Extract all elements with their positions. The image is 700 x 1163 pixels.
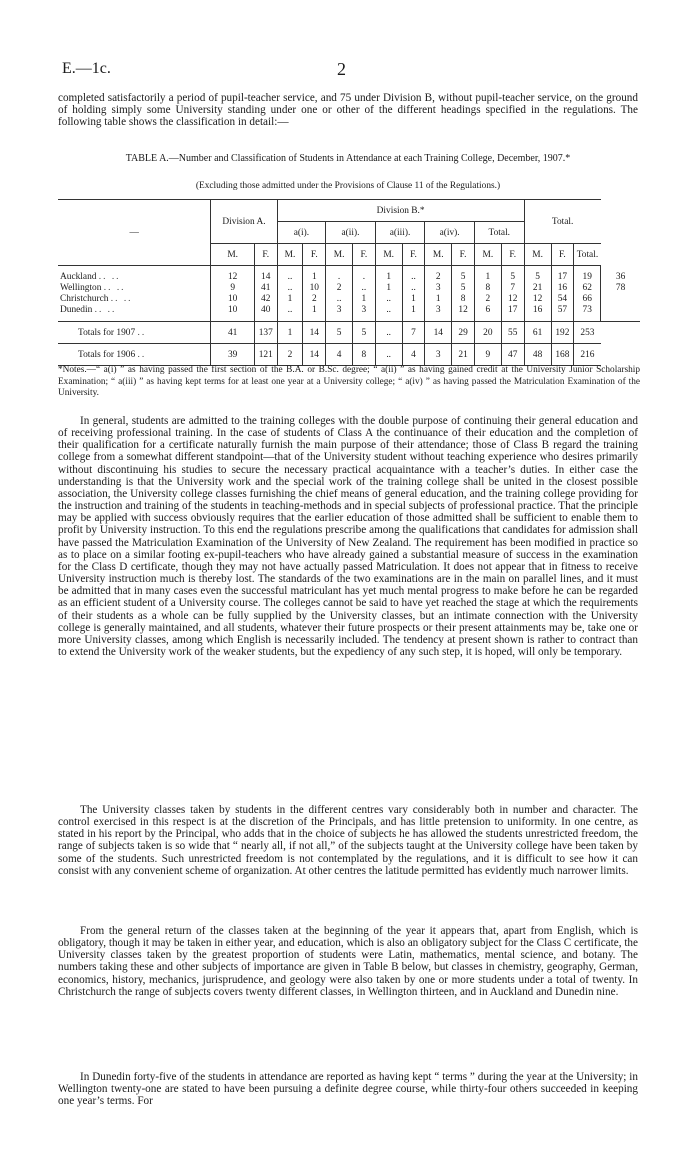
body-paragraph: The University classes taken by students in the different centres vary considerably both in number and character. The control exercised in this respect is at the discretion of the Principals, and has little pretension to uniformity. In one centre, as stated in his report by the Principal, who adds that in the choice of subjects he has allowed the students unrestricted freedom, the range of subjects taken is so wide that “ nearly all, if not all,” of the subjects taught at the University college have been taken by some of the students. Such unrestricted freedom is not contemplated by the regulations, and it is difficult to see how it can consist with any convenient scheme of organization. At other centres the latitude permitted has evidently much narrower limits. — [58, 804, 638, 877]
total-column-header: Total. — [574, 244, 601, 266]
table-cell: 10 — [211, 305, 254, 316]
table-cell: 4 — [402, 344, 425, 366]
table-cell: 192 — [551, 322, 574, 344]
table-cell: 168 — [551, 344, 574, 366]
m-header: M. — [277, 244, 303, 266]
body-paragraph: In general, students are admitted to the training colleges with the double purpose of continuing their general education and of receiving professional training. In the case of students of Class A the continuance of their education and the completion of their qualification for a certificate naturally furnish the main purpose of their attendance; those of Class B regard the training college from a somewhat different standpoint—that of the University student without teaching experience who desires primarily without discontinuing his studies to secure the necessary practical acquaintance with a teacher’s duties. In either case the understanding is that the University work and the special work of the training college shall be united in the closest possible association, the University college classes furnishing the chief means of general education, and the training college providing for the instruction and training of the students in teaching-methods and in special subjects of professional practice. That the principle may be applied with success obviously requires that the earlier education of those admitted shall be sufficient to enable them to profit by University instruction. To this end the regulations prescribe among the qualifications that candidates for admission shall have passed the Matriculation Examination of the University of New Zealand. The requirement has been modified in practice so as to place on a similar footing ex-pupil-teachers who have already gained a substantial measure of success in the examination for the Class D certificate, though they may not have actually passed Matriculation. It does not appear that in fitness to receive University instruction much is thereby lost. The standards of the two examinations are in the main on parallel lines, and it must be admitted that in many cases even the successful matriculant has yet much mental progress to make before he can be regarded as an efficient student of a University course. The colleges cannot be said to have yet reached the stage at which the requirements of their students as a whole can be fully supplied by the University classes, but an intimate connection with the University college is generally maintained, and all students, whatever their future prospects or their present attainments may be, take one or more University classes, among which English is necessarily included. The tendency at present shown is rather to contract than to extend the University work of the weaker students, but the expediency of any such step, it is hoped, will only be temporary. — [58, 415, 638, 658]
division-a-header: Division A. — [211, 200, 277, 244]
table-cell: 1 — [402, 294, 425, 305]
table-cell: 3 — [326, 305, 353, 316]
table-cell: 47 — [501, 344, 524, 366]
table-cell: 8 — [474, 283, 501, 294]
intro-paragraph: completed satisfactorily a period of pupil-teacher service, and 75 under Division B, without pupil-teacher service, on the ground of holding simply some University standing under one or other of the different headings specified in the regulations. The following table shows the classification in detail:— — [58, 92, 638, 129]
table-cell: 1 — [303, 272, 326, 283]
table-cell: 216 — [574, 344, 601, 366]
table-cell: 55 — [501, 322, 524, 344]
row-label: Christchurch — [60, 294, 109, 304]
table-cell: 9 — [474, 344, 501, 366]
row-label: Dunedin — [60, 305, 93, 315]
table-cell: .. — [375, 344, 402, 366]
table-cell: .. — [353, 283, 376, 294]
table-subtitle: (Excluding those admitted under the Provisions of Clause 11 of the Regulations.) — [195, 181, 501, 191]
table-cell: 14 — [425, 322, 452, 344]
m-header: M. — [326, 244, 353, 266]
table-cell: 12 — [211, 272, 254, 283]
table-cell: 14 — [303, 344, 326, 366]
table-cell: 1 — [402, 305, 425, 316]
table-cell: 1 — [375, 272, 402, 283]
table-cell: 3 — [425, 283, 452, 294]
table-cell: 5 — [326, 322, 353, 344]
leader-dots: .. .. — [110, 294, 133, 304]
table-cell: 1 — [425, 294, 452, 305]
table-cell: 253 — [574, 322, 601, 344]
f-header: F. — [303, 244, 326, 266]
totals-1907-row — [58, 322, 640, 344]
table-cell: 3 — [425, 305, 452, 316]
table-cell: .. — [277, 272, 303, 283]
table-cell: .. — [402, 272, 425, 283]
table-cell: 1 — [303, 305, 326, 316]
table-row — [58, 272, 640, 283]
body-paragraph: From the general return of the classes taken at the beginning of the year it appears that, apart from English, which is obligatory, though it may be taken in either year, and education, which is also an obligatory subject for the Class C certificate, the University classes taken by the greatest proportion of students were Latin, mathematics, mental science, and botany. The numbers taking these and other subjects of importance are given in Table B below, but classes in chemistry, geography, German, economics, history, mechanics, jurisprudence, and geology were also taken by one or more students under a total of twenty. In Christchurch the range of subjects covers twenty different classes, in Wellington thirteen, and in Auckland and Dunedin nine. — [58, 925, 638, 998]
table-row — [58, 294, 640, 305]
table-cell: 8 — [353, 344, 376, 366]
row-label: Wellington — [60, 283, 102, 293]
table-cell: 1 — [277, 294, 303, 305]
table-cell: 17 — [501, 305, 524, 316]
table-cell: 48 — [524, 344, 551, 366]
f-header: F. — [402, 244, 425, 266]
table-cell: .. — [375, 294, 402, 305]
table-cell: 16 — [551, 283, 574, 294]
table-cell: 40 — [254, 305, 277, 316]
m-header: M. — [375, 244, 402, 266]
row-label: Totals for 1907 — [78, 327, 136, 338]
f-header: F. — [452, 244, 475, 266]
page-number: 2 — [337, 59, 346, 79]
table-cell: 14 — [303, 322, 326, 344]
table-cell: 2 — [474, 294, 501, 305]
m-header: M. — [425, 244, 452, 266]
table-cell: 78 — [601, 283, 640, 294]
table-cell: 54 — [551, 294, 574, 305]
table-row — [58, 305, 640, 316]
table-cell: 137 — [254, 322, 277, 344]
leader-dots: .. .. — [103, 283, 126, 293]
table-cell — [601, 294, 640, 305]
table-cell: 19 — [574, 272, 601, 283]
leader-dots: .. .. — [94, 305, 117, 315]
table-cell: 9 — [211, 283, 254, 294]
leader-dots: .. — [137, 349, 147, 360]
table-cell: 16 — [524, 305, 551, 316]
table-cell: 1 — [474, 272, 501, 283]
totals-1906-row — [58, 344, 640, 366]
table-cell: 8 — [452, 294, 475, 305]
table-cell: 10 — [303, 283, 326, 294]
subhead-a-ii: a(ii). — [326, 222, 376, 244]
table-cell: 6 — [474, 305, 501, 316]
table-cell: 21 — [524, 283, 551, 294]
subhead-a-iv: a(iv). — [425, 222, 475, 244]
table-cell: 42 — [254, 294, 277, 305]
table-cell: 5 — [452, 272, 475, 283]
table-cell: 2 — [326, 283, 353, 294]
table-cell: 7 — [501, 283, 524, 294]
table-cell: 41 — [211, 322, 254, 344]
subhead-a-iii: a(iii). — [375, 222, 425, 244]
row-label: Auckland — [60, 272, 97, 282]
f-header: F. — [551, 244, 574, 266]
table-cell: 73 — [574, 305, 601, 316]
table-cell: 1 — [353, 294, 376, 305]
m-header: M. — [474, 244, 501, 266]
table-cell: 62 — [574, 283, 601, 294]
table-cell: 4 — [326, 344, 353, 366]
table-cell: 21 — [452, 344, 475, 366]
table-cell: 2 — [303, 294, 326, 305]
f-header: F. — [501, 244, 524, 266]
table-cell: 7 — [402, 322, 425, 344]
table-cell: 14 — [254, 272, 277, 283]
table-notes: *Notes.—“ a(i) ” as having passed the first section of the B.A. or B.Sc. degree; “ a(ii) ” as having gained credit at the University Junior Scholarship Examination; “ a(iii) ” as having kept terms for at least one year at a University college; “ a(iv) ” as having passed the Matriculation Examination of the University. — [58, 365, 640, 398]
table-cell: 12 — [452, 305, 475, 316]
table-cell: 61 — [524, 322, 551, 344]
subhead-a-i: a(i). — [277, 222, 326, 244]
body-paragraph: In Dunedin forty-five of the students in attendance are reported as having kept “ terms ” during the year at the University; in Wellington twenty-one are stated to have been pursuing a definite degree course, while thirty-four others succeeded in keeping one year’s terms. For — [58, 1071, 638, 1108]
report-reference: E.—1c. — [62, 60, 111, 77]
table-cell: 17 — [551, 272, 574, 283]
table-cell: 121 — [254, 344, 277, 366]
table-cell: 1 — [375, 283, 402, 294]
f-header: F. — [353, 244, 376, 266]
table-cell: 2 — [425, 272, 452, 283]
table-cell: 20 — [474, 322, 501, 344]
table-cell: 12 — [501, 294, 524, 305]
table-cell: 2 — [277, 344, 303, 366]
table-cell: 5 — [353, 322, 376, 344]
classification-table — [58, 199, 640, 366]
table-cell: .. — [326, 294, 353, 305]
division-b-header: Division B.* — [277, 200, 524, 222]
m-header: M. — [211, 244, 254, 266]
stub-header: — — [58, 200, 211, 266]
table-cell: 1 — [277, 322, 303, 344]
table-cell: 10 — [211, 294, 254, 305]
table-cell: .. — [277, 305, 303, 316]
leader-dots: .. .. — [98, 272, 121, 282]
table-cell: 29 — [452, 322, 475, 344]
table-cell: 41 — [254, 283, 277, 294]
table-cell: 39 — [211, 344, 254, 366]
table-title: TABLE A.—Number and Classification of Students in Attendance at each Training College, December, 1907.* — [125, 153, 571, 164]
table-cell: . — [353, 272, 376, 283]
table-cell: 5 — [452, 283, 475, 294]
table-cell: 66 — [574, 294, 601, 305]
table-cell: .. — [277, 283, 303, 294]
row-label: Totals for 1906 — [78, 349, 136, 360]
total-header: Total. — [524, 200, 600, 244]
table-cell: . — [326, 272, 353, 283]
table-cell: 5 — [524, 272, 551, 283]
table-cell — [601, 305, 640, 316]
f-header: F. — [254, 244, 277, 266]
table-cell: .. — [402, 283, 425, 294]
table-cell: 5 — [501, 272, 524, 283]
table-cell: .. — [375, 322, 402, 344]
subhead-b-total: Total. — [474, 222, 524, 244]
table-cell: .. — [375, 305, 402, 316]
m-header: M. — [524, 244, 551, 266]
table-cell: 12 — [524, 294, 551, 305]
table-row — [58, 283, 640, 294]
table-cell: 36 — [601, 272, 640, 283]
table-cell: 3 — [353, 305, 376, 316]
table-cell: 3 — [425, 344, 452, 366]
leader-dots: .. — [137, 327, 147, 338]
table-cell: 57 — [551, 305, 574, 316]
